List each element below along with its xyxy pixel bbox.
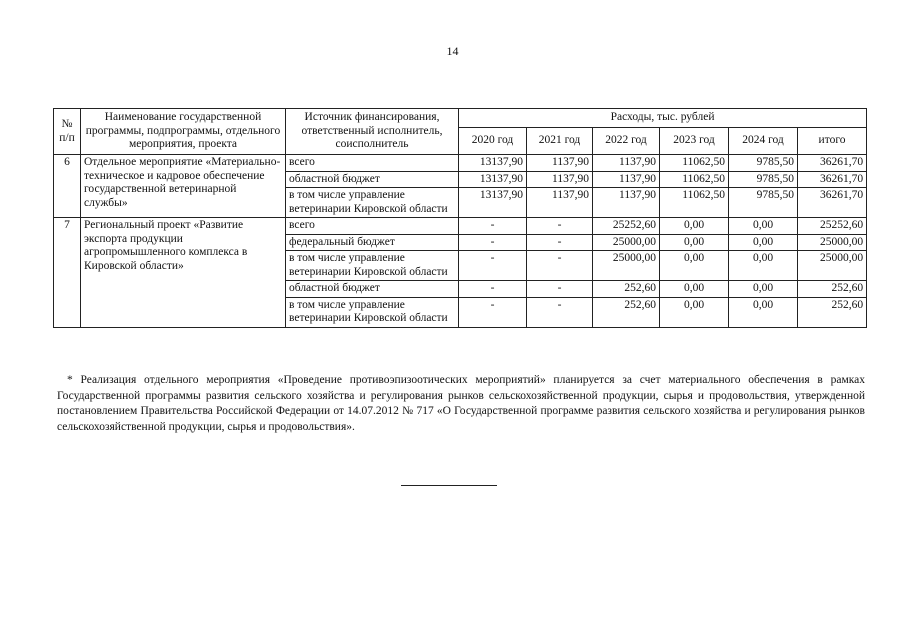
funding-source: в том числе управление ветеринарии Кировской области [286, 188, 459, 218]
value-2024: 0,00 [729, 297, 798, 327]
header-year-2024: 2024 год [729, 128, 798, 155]
value-2023: 11062,50 [660, 171, 729, 188]
value-2022: 252,60 [593, 297, 660, 327]
program-name: Отдельное мероприятие «Материально-техническое и кадровое обеспечение государственной ветеринарной службы» [81, 155, 286, 218]
value-2020: - [459, 234, 527, 251]
value-total: 252,60 [798, 297, 867, 327]
value-2021: - [527, 281, 593, 298]
value-2021: 1137,90 [527, 171, 593, 188]
value-2022: 1137,90 [593, 188, 660, 218]
value-2024: 0,00 [729, 234, 798, 251]
value-total: 36261,70 [798, 171, 867, 188]
value-2020: - [459, 251, 527, 281]
value-2024: 0,00 [729, 281, 798, 298]
row-number: 7 [54, 218, 81, 328]
header-year-2023: 2023 год [660, 128, 729, 155]
value-2024: 0,00 [729, 251, 798, 281]
value-2023: 0,00 [660, 297, 729, 327]
row-number: 6 [54, 155, 81, 218]
value-total: 252,60 [798, 281, 867, 298]
funding-source: всего [286, 218, 459, 235]
budget-table [53, 108, 867, 328]
value-2022: 252,60 [593, 281, 660, 298]
value-total: 36261,70 [798, 188, 867, 218]
value-total: 25252,60 [798, 218, 867, 235]
value-2020: - [459, 218, 527, 235]
value-total: 25000,00 [798, 234, 867, 251]
value-total: 36261,70 [798, 155, 867, 172]
value-2022: 25252,60 [593, 218, 660, 235]
header-year-2020: 2020 год [459, 128, 527, 155]
header-name: Наименование государственной программы, подпрограммы, отдельного мероприятия, проекта [81, 109, 286, 155]
header-year-2021: 2021 год [527, 128, 593, 155]
header-year-2022: 2022 год [593, 128, 660, 155]
funding-source: областной бюджет [286, 281, 459, 298]
funding-source: в том числе управление ветеринарии Кировской области [286, 297, 459, 327]
value-2021: - [527, 234, 593, 251]
value-2024: 9785,50 [729, 188, 798, 218]
value-2022: 1137,90 [593, 155, 660, 172]
program-name: Региональный проект «Развитие экспорта продукции агропромышленного комплекса в Кировской области» [81, 218, 286, 328]
table-row [54, 155, 867, 172]
value-2021: 1137,90 [527, 155, 593, 172]
value-2021: 1137,90 [527, 188, 593, 218]
value-2022: 25000,00 [593, 234, 660, 251]
value-2021: - [527, 218, 593, 235]
value-2021: - [527, 297, 593, 327]
value-2023: 11062,50 [660, 155, 729, 172]
value-2023: 0,00 [660, 281, 729, 298]
page-number: 14 [446, 44, 459, 58]
value-2022: 25000,00 [593, 251, 660, 281]
funding-source: в том числе управление ветеринарии Кировской области [286, 251, 459, 281]
value-total: 25000,00 [798, 251, 867, 281]
header-num: № п/п [54, 109, 81, 155]
funding-source: областной бюджет [286, 171, 459, 188]
value-2020: - [459, 281, 527, 298]
separator-line [401, 485, 497, 486]
value-2024: 9785,50 [729, 171, 798, 188]
value-2024: 0,00 [729, 218, 798, 235]
value-2023: 11062,50 [660, 188, 729, 218]
table-row [54, 218, 867, 235]
header-total: итого [798, 128, 867, 155]
value-2021: - [527, 251, 593, 281]
funding-source: федеральный бюджет [286, 234, 459, 251]
value-2023: 0,00 [660, 218, 729, 235]
header-source: Источник финансирования, ответственный исполнитель, соисполнитель [286, 109, 459, 155]
value-2020: 13137,90 [459, 188, 527, 218]
value-2023: 0,00 [660, 251, 729, 281]
value-2022: 1137,90 [593, 171, 660, 188]
value-2020: 13137,90 [459, 171, 527, 188]
value-2023: 0,00 [660, 234, 729, 251]
value-2020: - [459, 297, 527, 327]
funding-source: всего [286, 155, 459, 172]
value-2024: 9785,50 [729, 155, 798, 172]
footnote: * Реализация отдельного мероприятия «Проведение противоэпизоотических мероприятий» планируется за счет материального обеспечения в рамках Государственной программы развития сельского хозяйства и регулирования рынков сельскохозяйственной продукции, сырья и продовольствия, утвержденной постановлением Правительства Российской Федерации от 14.07.2012 № 717 «О Государственной программе развития сельского хозяйства и регулирования рынков сельскохозяйственной продукции, сырья и продовольствия». [57, 374, 865, 433]
value-2020: 13137,90 [459, 155, 527, 172]
header-expenses: Расходы, тыс. рублей [459, 109, 867, 128]
